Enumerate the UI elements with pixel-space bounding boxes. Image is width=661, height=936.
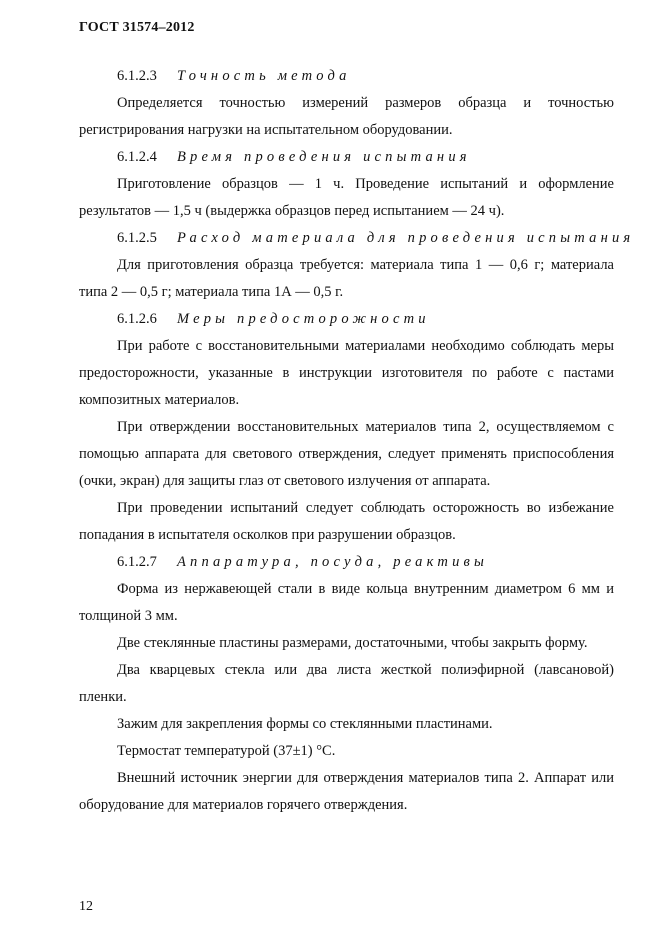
- section-heading: [79, 549, 614, 576]
- paragraph: Внешний источник энергии для отверждения материалов типа 2. Аппарат или оборудование для материалов горячего отверждения.: [79, 770, 614, 813]
- paragraph: При работе с восстановительными материалами необходимо соблюдать меры предосторожности, указанные в инструкции изготовителя по работе с пастами композитных материалов.: [79, 338, 614, 408]
- section-title: Меры предосторожности: [177, 311, 430, 327]
- paragraph: При проведении испытаний следует соблюдать осторожность во избежание попадания в испытателя осколков при разрушении образцов.: [79, 500, 614, 543]
- section-title: Аппаратура, посуда, реактивы: [177, 554, 489, 570]
- section-number: 6.1.2.4: [117, 149, 157, 165]
- section-number: 6.1.2.5: [117, 230, 157, 246]
- section-title: Расход материала для проведения испытания: [177, 230, 635, 246]
- section-heading: [79, 63, 614, 90]
- section-number: 6.1.2.7: [117, 554, 157, 570]
- section-heading: [79, 144, 614, 171]
- section-title: Точность метода: [177, 68, 351, 84]
- paragraph: При отверждении восстановительных материалов типа 2, осуществляемом с помощью аппарата для светового отверждения, следует применять приспособления (очки, экран) для защиты глаз от светового излучения от аппарата.: [79, 419, 614, 489]
- section-number: 6.1.2.6: [117, 311, 157, 327]
- page-number: 12: [79, 899, 93, 914]
- document-body: [79, 63, 635, 819]
- paragraph: Определяется точностью измерений размеров образца и точностью регистрирования нагрузки на испытательном оборудовании.: [79, 95, 614, 138]
- section-heading: [79, 225, 635, 252]
- paragraph: Две стеклянные пластины размерами, достаточными, чтобы закрыть форму.: [117, 635, 588, 651]
- paragraph: Для приготовления образца требуется: материала типа 1 — 0,6 г; материала типа 2 — 0,5 г; материала типа 1А — 0,5 г.: [79, 257, 614, 300]
- paragraph: Термостат температурой (37±1) °С.: [117, 743, 336, 759]
- document-header: ГОСТ 31574–2012: [79, 20, 195, 35]
- paragraph: Приготовление образцов — 1 ч. Проведение испытаний и оформление результатов — 1,5 ч (выдержка образцов перед испытанием — 24 ч).: [79, 176, 614, 219]
- section-title: Время проведения испытания: [177, 149, 471, 165]
- paragraph: Два кварцевых стекла или два листа жесткой полиэфирной (лавсановой) пленки.: [79, 662, 614, 705]
- paragraph: Зажим для закрепления формы со стеклянными пластинами.: [117, 716, 493, 732]
- section-number: 6.1.2.3: [117, 68, 157, 84]
- section-heading: [79, 306, 614, 333]
- paragraph: Форма из нержавеющей стали в виде кольца внутренним диаметром 6 мм и толщиной 3 мм.: [79, 581, 614, 624]
